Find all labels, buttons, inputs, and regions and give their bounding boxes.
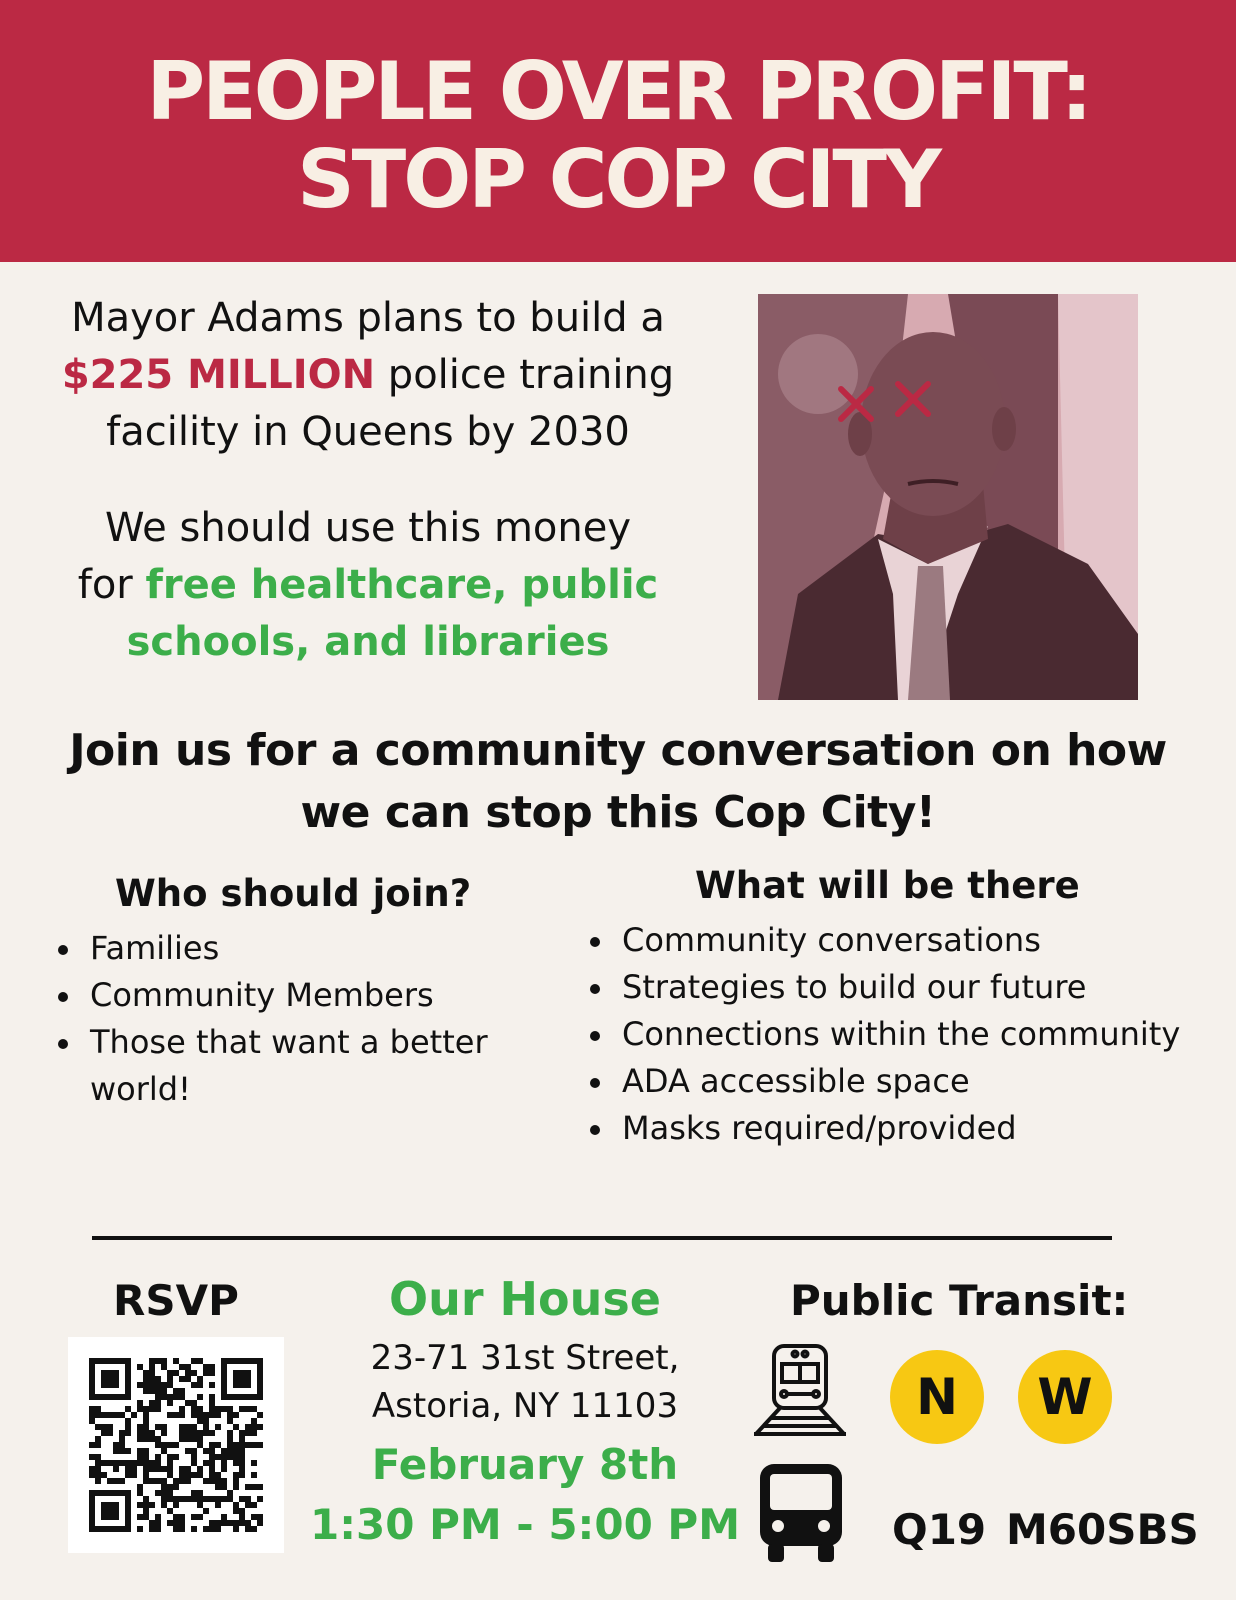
list-item: Those that want a better world! — [50, 1019, 550, 1113]
cta-line-1: Join us for a community conversation on how — [69, 725, 1167, 776]
header-banner — [0, 0, 1236, 262]
list-item: Community conversations — [582, 917, 1182, 964]
venue-name: Our House — [389, 1272, 661, 1326]
use-highlight-1: free healthcare, public — [145, 562, 659, 608]
address-line-2: Astoria, NY 11103 — [371, 1386, 679, 1426]
title-line-1: PEOPLE OVER PROFIT: — [146, 45, 1090, 138]
event-date: February 8th — [371, 1440, 679, 1489]
section-divider — [92, 1236, 1112, 1240]
use-line-1: We should use this money — [104, 505, 632, 551]
alternative-use-paragraph — [18, 500, 718, 671]
address-line-1: 23-71 31st Street, — [370, 1338, 680, 1378]
intro-paragraph — [18, 290, 718, 461]
list-item: Community Members — [50, 972, 550, 1019]
bus-route-q19: Q19 — [892, 1505, 987, 1554]
what-will-be-there-heading: What will be there — [695, 864, 1080, 907]
list-item: Strategies to build our future — [582, 964, 1182, 1011]
intro-line-3: facility in Queens by 2030 — [106, 409, 630, 455]
mayor-portrait-image — [758, 294, 1138, 700]
bus-route-m60sbs: M60SBS — [1006, 1505, 1199, 1554]
call-to-action — [20, 720, 1216, 844]
list-item: Families — [50, 925, 550, 972]
event-time: 1:30 PM - 5:00 PM — [309, 1500, 740, 1549]
rsvp-label: RSVP — [113, 1276, 239, 1325]
who-should-join-heading: Who should join? — [115, 872, 472, 915]
budget-amount: $225 MILLION — [61, 352, 376, 398]
intro-line-1: Mayor Adams plans to build a — [71, 295, 665, 341]
intro-line-2: police training — [375, 352, 675, 398]
qr-code-icon[interactable] — [68, 1337, 284, 1553]
what-will-be-there-list — [582, 917, 1182, 1152]
public-transit-heading: Public Transit: — [790, 1276, 1129, 1325]
w-train-badge: W — [1018, 1350, 1112, 1444]
use-for: for — [77, 562, 146, 608]
list-item: ADA accessible space — [582, 1058, 1182, 1105]
list-item: Connections within the community — [582, 1011, 1182, 1058]
who-should-join-list — [50, 925, 550, 1113]
cta-line-2: we can stop this Cop City! — [300, 787, 936, 838]
n-train-badge: N — [890, 1350, 984, 1444]
train-icon — [750, 1340, 850, 1444]
bus-icon — [756, 1460, 846, 1570]
list-item: Masks required/provided — [582, 1105, 1182, 1152]
title-line-2: STOP COP CITY — [297, 133, 939, 226]
use-highlight-2: schools, and libraries — [126, 619, 610, 665]
